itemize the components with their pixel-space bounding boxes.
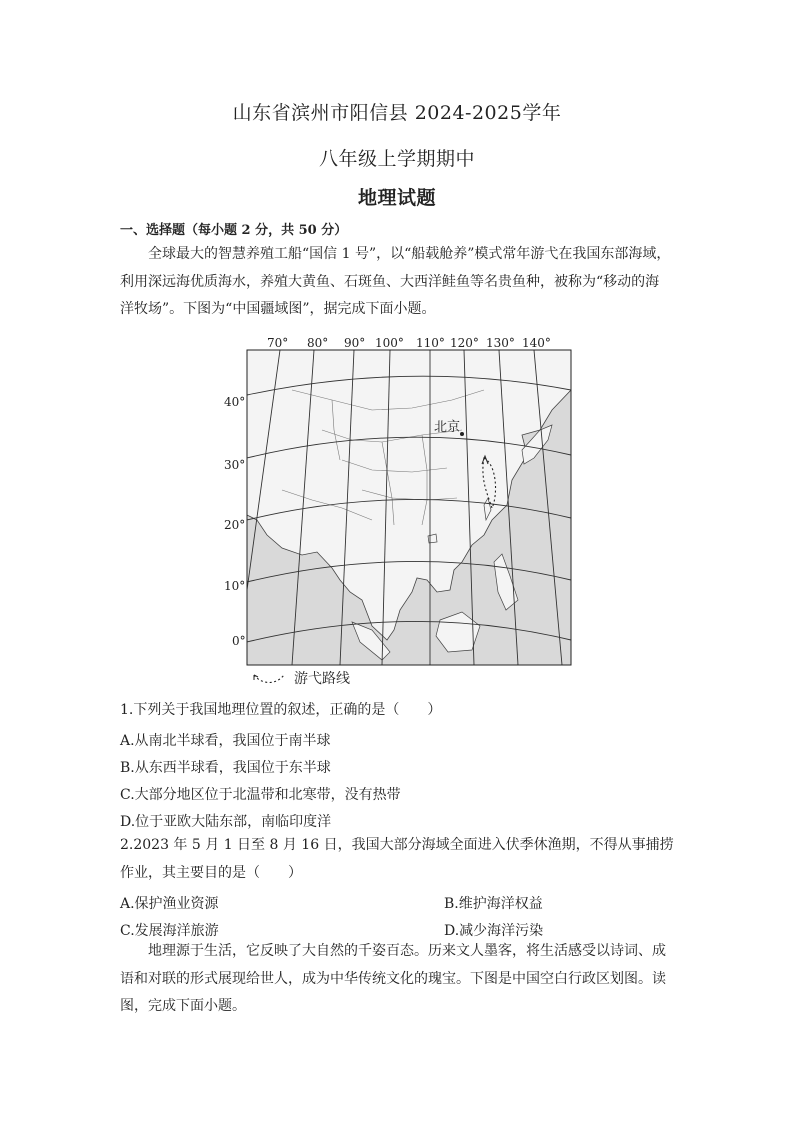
lon-label-130: 130°: [486, 336, 515, 350]
question-2-stem: 2.2023 年 5 月 1 日至 8 月 16 日，我国大部分海域全面进入伏季休渔期，不得从事捕捞作业，其主要目的是（ ）: [120, 837, 674, 881]
q1-option-d[interactable]: D.位于亚欧大陆东部，南临印度洋: [120, 814, 332, 830]
passage-2: [120, 938, 672, 1021]
question-1-stem: 1.下列关于我国地理位置的叙述，正确的是（ ）: [120, 702, 442, 718]
map-legend: [252, 668, 350, 688]
lon-label-100: 100°: [375, 336, 404, 350]
lat-label-0: 0°: [232, 634, 246, 648]
lon-label-90: 90°: [344, 336, 366, 350]
passage-1-text: 全球最大的智慧养殖工船“国信 1 号”，以“船载舱养”模式常年游弋在我国东部海域，利用深远海优质海水，养殖大黄鱼、石斑鱼、大西洋鲑鱼等名贵鱼种，被称为“移动的海洋牧场”。下图为“中国疆域图”，据完成下面小题。: [120, 246, 671, 317]
lon-label-140: 140°: [522, 336, 551, 350]
lon-label-120: 120°: [450, 336, 479, 350]
beijing-marker: [460, 432, 464, 436]
passage-2-text: 地理源于生活，它反映了大自然的千姿百态。历来文人墨客，将生活感受以诗词、成语和对联的形式展现给世人，成为中华传统文化的瑰宝。下图是中国空白行政区划图。读图，完成下面小题。: [120, 943, 666, 1014]
lon-label-80: 80°: [307, 336, 329, 350]
island-hainan: [428, 534, 437, 543]
q2-option-a[interactable]: A.保护渔业资源: [120, 896, 219, 912]
lat-label-30: 30°: [224, 458, 246, 472]
china-territory-map: [222, 330, 572, 667]
q2-option-b[interactable]: B.维护海洋权益: [444, 896, 543, 912]
exam-title-line1: 山东省滨州市阳信县 2024-2025学年: [232, 102, 562, 124]
lat-label-40: 40°: [224, 395, 246, 409]
q1-option-b[interactable]: B.从东西半球看，我国位于东半球: [120, 760, 331, 776]
route-legend-icon: [252, 671, 286, 685]
beijing-label: 北京: [434, 420, 461, 435]
q2-option-d[interactable]: D.减少海洋污染: [444, 923, 544, 939]
lat-label-10: 10°: [224, 579, 246, 593]
passage-1: [120, 241, 672, 324]
lon-label-70: 70°: [267, 336, 289, 350]
q1-option-a[interactable]: A.从南北半球看，我国位于南半球: [120, 733, 331, 749]
exam-title-subject: 地理试题: [357, 187, 436, 209]
section-heading: 一、选择题（每小题 2 分，共 50 分）: [120, 223, 348, 238]
q2-option-c[interactable]: C.发展海洋旅游: [120, 923, 219, 939]
q1-option-c[interactable]: C.大部分地区位于北温带和北寒带，没有热带: [120, 787, 401, 803]
lat-label-20: 20°: [224, 518, 246, 532]
exam-title-line2: 八年级上学期期中: [318, 148, 475, 170]
legend-label: 游弋路线: [294, 671, 350, 687]
lon-label-110: 110°: [416, 336, 445, 350]
